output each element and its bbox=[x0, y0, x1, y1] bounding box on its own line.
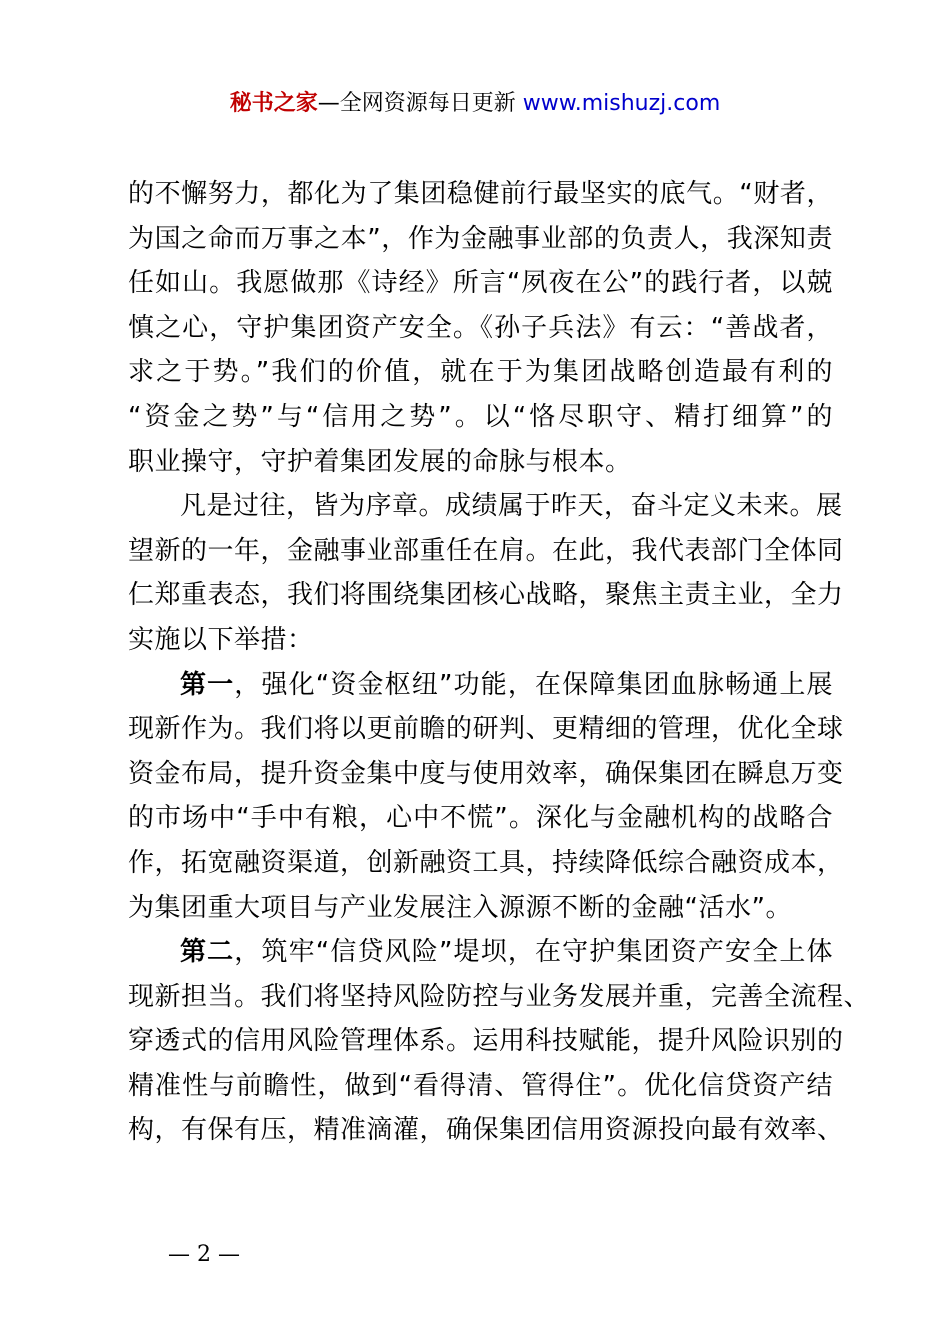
point-lead: 第一 bbox=[180, 669, 235, 700]
text-line: 为集团重大项目与产业发展注入源源不断的金融“活水”。 bbox=[128, 892, 792, 923]
text-line: 的不懈努力，都化为了集团稳健前行最坚实的底气。“财者， bbox=[128, 179, 833, 209]
text-line bbox=[128, 663, 833, 708]
text-line: 现新作为。我们将以更前瞻的研判、更精细的管理，优化全球 bbox=[128, 714, 844, 745]
text-line: “资金之势”与“信用之势”。以“恪尽职守、精打细算”的 bbox=[128, 401, 833, 432]
document-body bbox=[128, 172, 871, 1153]
text-span: ，筑牢“信贷风险”堤坝，在守护集团资产安全上体 bbox=[234, 937, 833, 968]
text-line: 作，拓宽融资渠道，创新融资工具，持续降低综合融资成本， bbox=[128, 847, 844, 878]
text-line: 构，有保有压，精准滴灌，确保集团信用资源投向最有效率、 bbox=[128, 1115, 844, 1146]
text-line: 的市场中“手中有粮，心中不慌”。深化与金融机构的战略合 bbox=[128, 803, 833, 834]
text-line: 仁郑重表态，我们将围绕集团核心战略，聚焦主责主业，全力 bbox=[128, 580, 844, 611]
text-line: 职业操守，守护着集团发展的命脉与根本。 bbox=[128, 446, 632, 477]
text-line: 任如山。我愿做那《诗经》所言“夙夜在公”的践行者，以兢 bbox=[128, 268, 833, 299]
text-line: 望新的一年，金融事业部重任在肩。在此，我代表部门全体同 bbox=[128, 535, 844, 566]
text-line: 穿透式的信用风险管理体系。运用科技赋能，提升风险识别的 bbox=[128, 1026, 844, 1057]
text-line: 为国之命而万事之本”，作为金融事业部的负责人，我深知责 bbox=[128, 223, 833, 254]
text-line bbox=[128, 930, 833, 975]
text-span: ，强化“资金枢纽”功能，在保障集团血脉畅通上展 bbox=[234, 669, 833, 700]
text-line: 慎之心，守护集团资产安全。《孙子兵法》有云：“善战者， bbox=[128, 312, 833, 343]
text-line: 精准性与前瞻性，做到“看得清、管得住”。优化信贷资产结 bbox=[128, 1070, 833, 1101]
text-line: 求之于势。”我们的价值，就在于为集团战略创造最有利的 bbox=[128, 357, 833, 388]
text-line: 现新担当。我们将坚持风险防控与业务发展并重，完善全流程、 bbox=[128, 981, 871, 1012]
text-line: 实施以下举措： bbox=[128, 624, 314, 655]
site-url[interactable]: www.mishuzj.com bbox=[522, 91, 721, 116]
brand-name: 秘书之家 bbox=[229, 91, 318, 116]
page-number: — 2 — bbox=[168, 1242, 240, 1267]
header-tagline: —全网资源每日更新 bbox=[317, 91, 523, 116]
point-lead: 第二 bbox=[180, 937, 235, 968]
text-line: 凡是过往，皆为序章。成绩属于昨天，奋斗定义未来。展 bbox=[180, 491, 843, 522]
text-line: 资金布局，提升资金集中度与使用效率，确保集团在瞬息万变 bbox=[128, 758, 844, 789]
site-header bbox=[0, 88, 950, 120]
